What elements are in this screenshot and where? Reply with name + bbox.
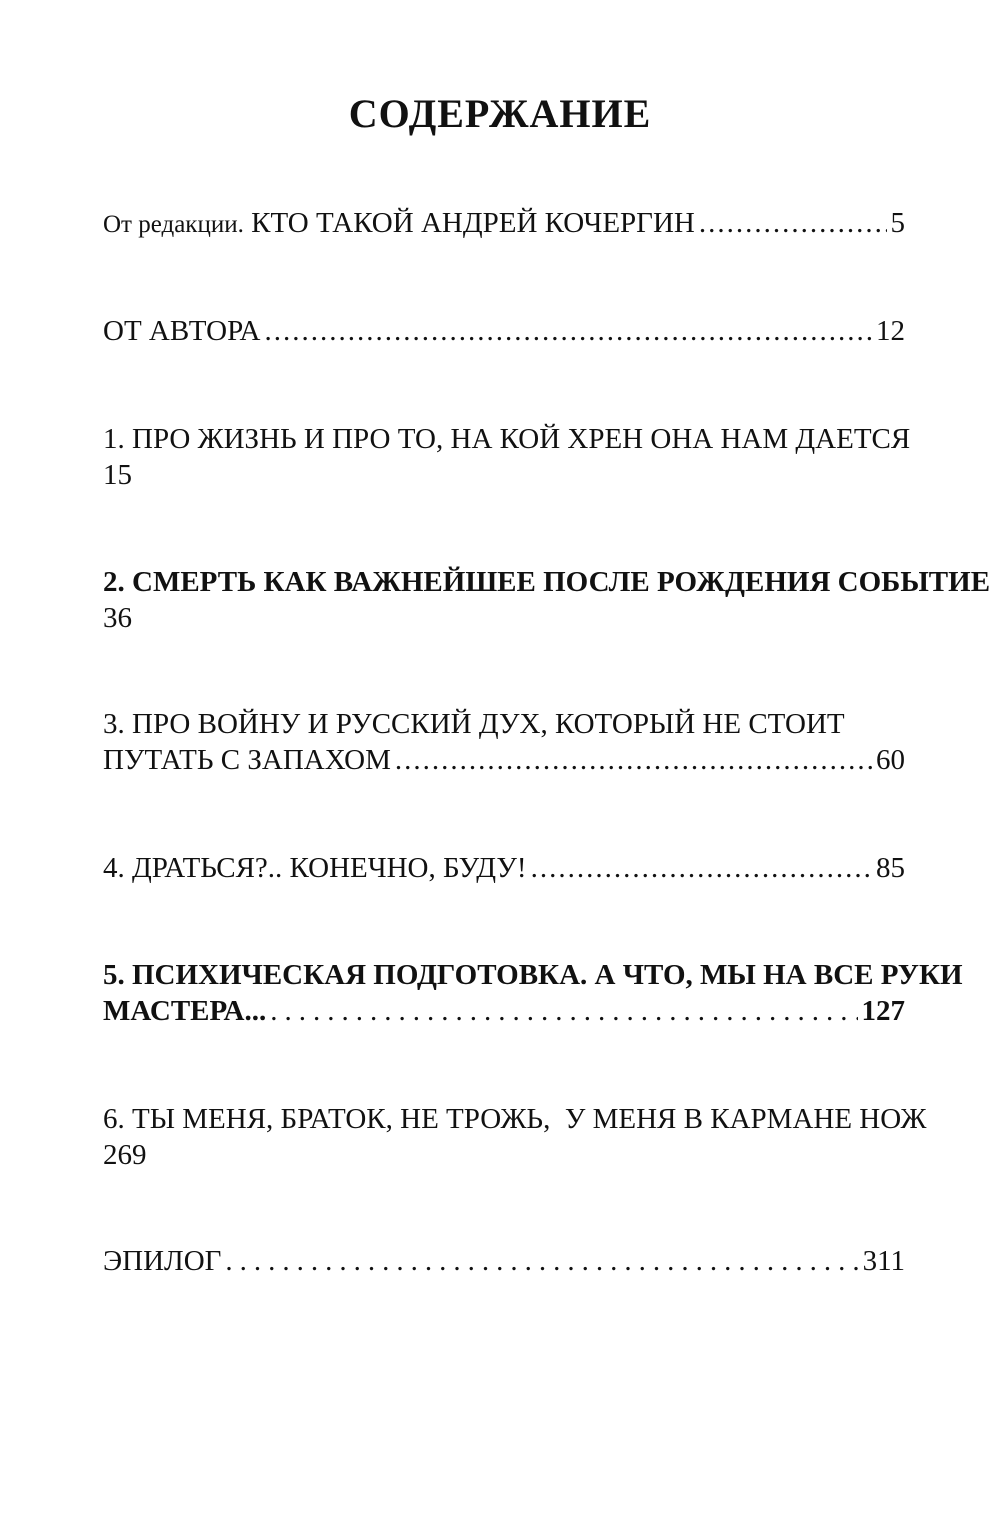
- toc-entry-prefix: От редакции.: [103, 211, 244, 238]
- toc-page-number: 60: [876, 744, 905, 776]
- dot-leader: [270, 993, 857, 1029]
- toc-page-number: 311: [862, 1245, 905, 1277]
- toc-entry-text: ОТ АВТОРА: [103, 315, 261, 347]
- toc-entry-text-line2: МАСТЕРА...: [103, 995, 267, 1027]
- toc-page-number: 12: [876, 315, 905, 347]
- dot-leader: [264, 313, 872, 349]
- dot-leader: [699, 205, 887, 241]
- toc-entry-chapter-4[interactable]: [103, 850, 963, 886]
- toc-entry-text: 6. ТЫ МЕНЯ, БРАТОК, НЕ ТРОЖЬ, У МЕНЯ В КАРМАНЕ НОЖ: [103, 1103, 927, 1135]
- dot-leader: [225, 1243, 858, 1279]
- toc-entry-chapter-3[interactable]: [103, 706, 963, 778]
- toc-page-number: 5: [890, 207, 905, 239]
- toc-entry-text: 1. ПРО ЖИЗНЬ И ПРО ТО, НА КОЙ ХРЕН ОНА НАМ ДАЕТСЯ: [103, 423, 911, 455]
- toc-entry-chapter-1[interactable]: [103, 421, 963, 493]
- toc-entry-text: 2. СМЕРТЬ КАК ВАЖНЕЙШЕЕ ПОСЛЕ РОЖДЕНИЯ СОБЫТИЕ: [103, 566, 991, 598]
- page-title: СОДЕРЖАНИЕ: [348, 91, 652, 136]
- toc-entry-chapter-2[interactable]: [103, 564, 991, 636]
- toc-page-number: 15: [103, 459, 132, 491]
- toc-entry-text: КТО ТАКОЙ АНДРЕЙ КОЧЕРГИН: [251, 207, 695, 239]
- toc-page-number: 85: [876, 852, 905, 884]
- dot-leader: [531, 850, 872, 886]
- toc-entry-from-author[interactable]: [103, 313, 963, 349]
- toc-entry-text-line1: 3. ПРО ВОЙНУ И РУССКИЙ ДУХ, КОТОРЫЙ НЕ СТОИТ: [103, 708, 845, 740]
- toc-page-number: 269: [103, 1139, 147, 1171]
- toc-entry-text: 4. ДРАТЬСЯ?.. КОНЕЧНО, БУДУ!: [103, 852, 527, 884]
- toc-entry-chapter-5[interactable]: [103, 957, 963, 1029]
- toc-page-number: 127: [861, 995, 905, 1027]
- toc-entry-editorial[interactable]: [103, 205, 963, 243]
- toc-entry-chapter-6[interactable]: [103, 1101, 963, 1173]
- toc-entry-epilogue[interactable]: [103, 1243, 963, 1279]
- toc-entry-text-line2: ПУТАТЬ С ЗАПАХОМ: [103, 744, 391, 776]
- toc-entry-text: ЭПИЛОГ: [103, 1245, 222, 1277]
- dot-leader: [395, 742, 872, 778]
- toc-page-number: 36: [103, 602, 132, 634]
- toc-entry-text-line1: 5. ПСИХИЧЕСКАЯ ПОДГОТОВКА. А ЧТО, МЫ НА ВСЕ РУКИ: [103, 959, 963, 991]
